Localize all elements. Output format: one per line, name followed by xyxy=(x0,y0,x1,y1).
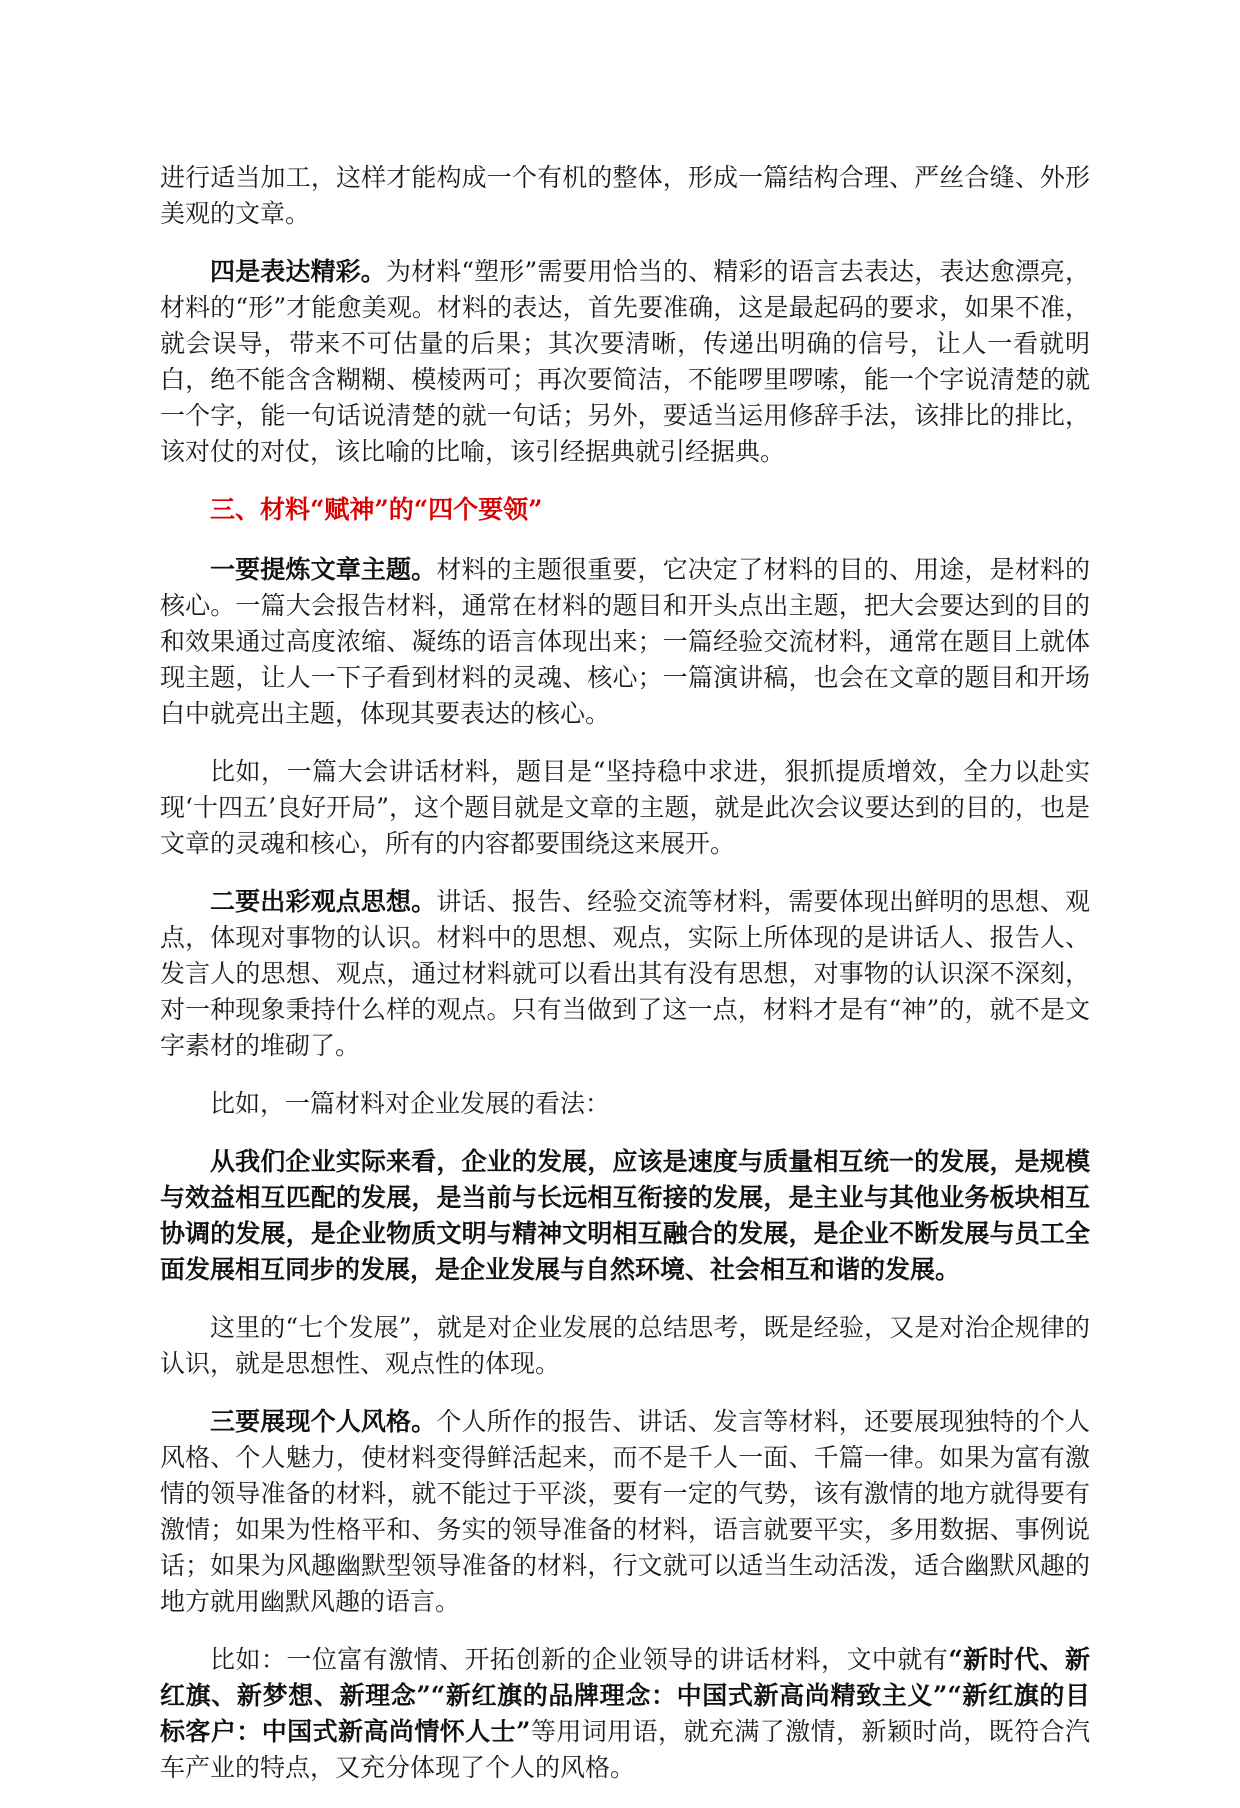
paragraph-lead: 一要提炼文章主题。 xyxy=(210,555,437,584)
paragraph-lead: 三要展现个人风格。 xyxy=(210,1407,437,1436)
paragraph-text: 等用词用语，就充满了激情，新颖时尚，既符合汽车产业的特点，又充分体现了个人的风格。 xyxy=(160,1717,1090,1782)
paragraph-body: 讲话、报告、经验交流等材料，需要体现出鲜明的思想、观点，体现对事物的认识。材料中的思想、观点，实际上所体现的是讲话人、报告人、发言人的思想、观点，通过材料就可以看出其有没有思想，对事物的认识深不深刻，对一种现象秉持什么样的观点。只有当做到了这一点，材料才是有“神”的，就不是文字素材的堆砌了。 xyxy=(160,887,1090,1060)
paragraph-style xyxy=(160,1404,1090,1620)
paragraph-expression xyxy=(160,254,1090,470)
paragraph-summary: 这里的“七个发展”，就是对企业发展的总结思考，既是经验，又是对治企规律的认识，就是思想性、观点性的体现。 xyxy=(160,1313,1090,1378)
paragraph-viewpoint xyxy=(160,884,1090,1064)
paragraph-text: 比如：一位富有激情、开拓创新的企业领导的讲话材料，文中就有 xyxy=(210,1645,949,1674)
paragraph-body: 材料的主题很重要，它决定了材料的目的、用途，是材料的核心。一篇大会报告材料，通常在材料的题目和开头点出主题，把大会要达到的目的和效果通过高度浓缩、凝练的语言体现出来；一篇经验交流材料，通常在题目上就体现主题，让人一下子看到材料的灵魂、核心；一篇演讲稿，也会在文章的题目和开场白中就亮出主题，体现其要表达的核心。 xyxy=(160,555,1090,728)
paragraph-lead: 四是表达精彩。 xyxy=(210,257,386,286)
paragraph-theme xyxy=(160,552,1090,732)
paragraph-quote-bold xyxy=(160,1144,1090,1288)
paragraph-example-1: 比如，一篇大会讲话材料，题目是“坚持稳中求进，狠抓提质增效，全力以赴实现‘十四五’良好开局”，这个题目就是文章的主题，就是此次会议要达到的目的，也是文章的灵魂和核心，所有的内容都要围绕这来展开。 xyxy=(160,757,1090,858)
quote-text: “新时代、新红旗、新梦想、新理念”“新红旗的品牌理念：中国式新高尚精致主义”“新红旗的目标客户：中国式新高尚情怀人士” xyxy=(160,1645,1090,1746)
section-heading: 三、材料“赋神”的“四个要领” xyxy=(210,495,543,524)
paragraph-lead: 二要出彩观点思想。 xyxy=(210,887,437,916)
document-page xyxy=(160,160,1090,1808)
paragraph-continuation: 进行适当加工，这样才能构成一个有机的整体，形成一篇结构合理、严丝合缝、外形美观的文章。 xyxy=(160,163,1090,228)
paragraph-body: 个人所作的报告、讲话、发言等材料，还要展现独特的个人风格、个人魅力，使材料变得鲜活起来，而不是千人一面、千篇一律。如果为富有激情的领导准备的材料，就不能过于平淡，要有一定的气势，该有激情的地方就得要有激情；如果为性格平和、务实的领导准备的材料，语言就要平实，多用数据、事例说话；如果为风趣幽默型领导准备的材料，行文就可以适当生动活泼，适合幽默风趣的地方就用幽默风趣的语言。 xyxy=(160,1407,1090,1616)
quote-text: 从我们企业实际来看，企业的发展，应该是速度与质量相互统一的发展，是规模与效益相互匹配的发展，是当前与长远相互衔接的发展，是主业与其他业务板块相互协调的发展，是企业物质文明与精神文明相互融合的发展，是企业不断发展与员工全面发展相互同步的发展，是企业发展与自然环境、社会相互和谐的发展。 xyxy=(160,1147,1090,1284)
paragraph-example-3 xyxy=(160,1642,1090,1786)
paragraph-body: 为材料“塑形”需要用恰当的、精彩的语言去表达，表达愈漂亮，材料的“形”才能愈美观。材料的表达，首先要准确，这是最起码的要求，如果不准，就会误导，带来不可估量的后果；其次要清晰，传递出明确的信号，让人一看就明白，绝不能含含糊糊、模棱两可；再次要简洁，不能啰里啰嗦，能一个字说清楚的就一个字，能一句话说清楚的就一句话；另外，要适当运用修辞手法，该排比的排比，该对仗的对仗，该比喻的比喻，该引经据典就引经据典。 xyxy=(160,257,1090,466)
paragraph-example-2: 比如，一篇材料对企业发展的看法： xyxy=(210,1089,611,1118)
